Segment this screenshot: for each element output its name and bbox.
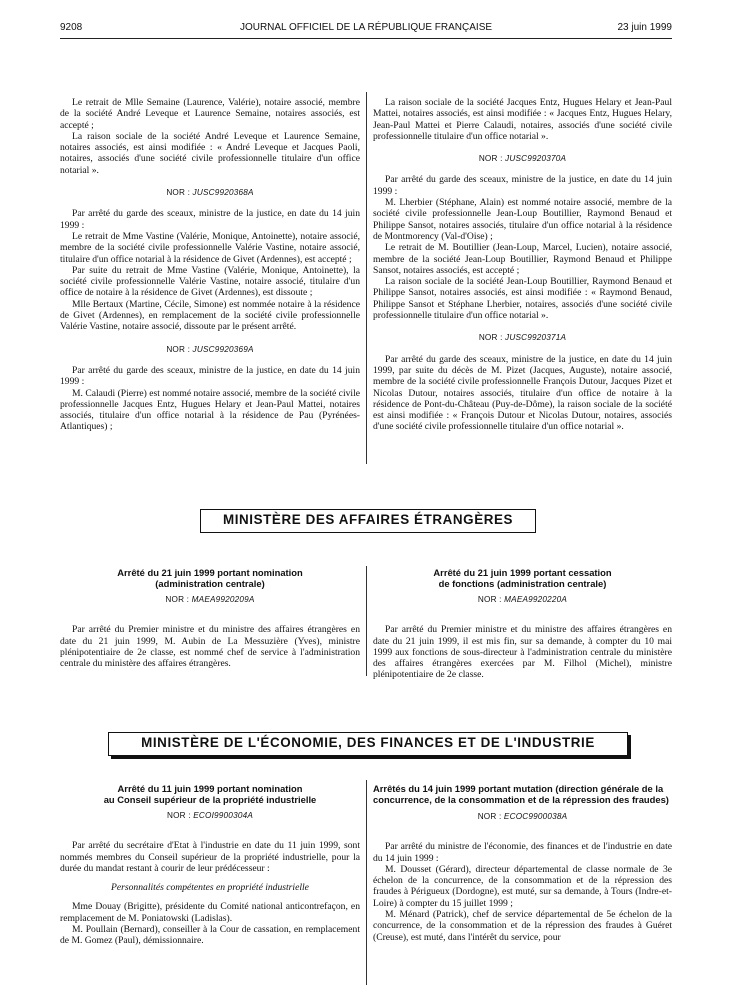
paragraph: Par arrêté du garde des sceaux, ministre de la justice, en date du 14 juin 1999 : [373,174,672,197]
paragraph: M. Poullain (Bernard), conseiller à la Cour de cassation, en remplacement de M. Gomez (Paul), démissionnaire. [60,924,360,947]
nor-reference: NOR : JUSC9920369A [166,344,254,354]
paragraph: La raison sociale de la société Jacques Entz, Hugues Helary et Jean-Paul Mattei, notaires associés, est ainsi modifiée : « Jacques Entz, Hugues Helary, Jean-Paul Mattei et Pierre Calaudi, notaires, associés d'une société civile professionnelle titulaire d'un office notarial ». [373,97,672,142]
paragraph: M. Ménard (Patrick), chef de service départemental de 5e échelon de la concurrence, de la consommation et de la répression des fraudes à Guéret (Creuse), est muté, dans l'intérêt du service, pour [373,909,672,943]
paragraph: M. Lherbier (Stéphane, Alain) est nommé notaire associé, membre de la société civile professionnelle Jean-Loup Boutillier, Raymond Benaud et Philippe Sansot, notaires associés, titulaire d'un office notarial à la résidence de Montmorency (Val-d'Oise) ; [373,197,672,242]
page-number: 9208 [60,22,83,33]
decree-title: Arrêté du 11 juin 1999 portant nomination au Conseil supérieur de la propriété industrielle [103,783,317,805]
decree-title: Arrêté du 21 juin 1999 portant cessation de fonctions (administration centrale) [433,567,612,589]
paragraph: Par arrêté du garde des sceaux, ministre de la justice, en date du 14 juin 1999 : [60,208,360,231]
paragraph: Par arrêté du garde des sceaux, ministre de la justice, en date du 14 juin 1999, par suite du décès de M. Pizet (Jacques, Auguste), notaire associé, membre de la société civile professionnelle François Dutour, Jacques Pizet et Nicolas Dutour, notaires associés, titulaire d'un office de notaire à la résidence de Pont-du-Château (Puy-de-Dôme), la raison sociale de la société est ainsi modifiée : « François Dutour et Nicolas Dutour, notaires, associés d'une société civile professionnelle titulaire d'un office notarial ». [373,353,672,433]
ministry2-right-column [373,784,672,943]
nor-reference: NOR : ECOI9900304A [167,811,253,820]
paragraph: Par arrêté du garde des sceaux, ministre de la justice, en date du 14 juin 1999 : [60,364,360,388]
running-header [60,22,672,36]
nor-reference: NOR : JUSC9920371A [478,333,567,343]
decree-title: Arrêté du 21 juin 1999 portant nomination (administration centrale) [117,567,303,589]
issue-date: 23 juin 1999 [617,22,672,33]
column-divider [366,566,367,676]
nor-reference: NOR : JUSC9920370A [478,154,567,164]
column-divider [366,780,367,985]
paragraph: Par arrêté du Premier ministre et du ministre des affaires étrangères en date du 21 juin 1999, il est mis fin, sur sa demande, à compter du 10 mai 1999 aux fonctions de sous-directeur à l'administration centrale du ministère des affaires étrangères exercées par M. Filhol (Michel), ministre plénipotentiaire de 2e classe. [373,624,672,681]
paragraph: Le retrait de Mlle Semaine (Laurence, Valérie), notaire associé, membre de la société André Leveque et Laurence Semaine, notaires associés, est accepté ; [60,97,360,131]
subsection-heading: Personnalités compétentes en propriété industrielle [111,882,309,894]
paragraph: Par suite du retrait de Mme Vastine (Valérie, Monique, Antoinette), la société civile professionnelle Valérie Vastine, notaire associé, titulaire d'un office de notaire à la résidence de Givet (Ardennes), est dissoute ; [60,264,360,299]
decree-title: Arrêtés du 14 juin 1999 portant mutation (direction générale de la concurrence, de la consommation et de la répression des fraudes) [373,783,669,805]
ministry-heading: MINISTÈRE DE L'ÉCONOMIE, DES FINANCES ET DE L'INDUSTRIE [108,732,628,756]
nor-reference: NOR : MAEA9920209A [165,595,255,604]
paragraph: Mlle Bertaux (Martine, Cécile, Simone) est nommée notaire à la résidence de Givet (Ardennes), en remplacement de la société civile professionnelle Valérie Vastine, notaire associé, dissoute par le présent arrêté. [60,298,360,333]
paragraph: Par arrêté du secrétaire d'Etat à l'industrie en date du 11 juin 1999, sont nommés membres du Conseil supérieur de la propriété industrielle, pour la durée du mandat restant à courir de leur prédécesseur : [60,840,360,874]
nor-reference: NOR : MAEA9920220A [477,595,568,604]
paragraph: M. Dousset (Gérard), directeur départemental de classe normale de 3e échelon de la concurrence, de la consommation et de la répression des fraudes à Périgueux (Dordogne), est muté, sur sa demande, à Tours (Indre-et-Loire) à compter du 15 juillet 1999 ; [373,863,672,909]
ministry-heading: MINISTÈRE DES AFFAIRES ÉTRANGÈRES [200,509,536,533]
paragraph: Le retrait de M. Boutillier (Jean-Loup, Marcel, Lucien), notaire associé, membre de la société Jean-Loup Boutillier, Raymond Benaud et Philippe Sansot, notaires associés, est accepté ; [373,242,672,276]
ministry1-right-column [373,568,672,681]
nor-reference: NOR : JUSC9920368A [166,188,254,198]
paragraph: M. Calaudi (Pierre) est nommé notaire associé, membre de la société civile professionnelle Jacques Entz, Hugues Helary et Jean-Paul Mattei, notaires associés, titulaire d'un office notarial à la résidence de Pau (Pyrénées-Atlantiques) ; [60,387,360,433]
nor-reference: NOR : ECOC9900038A [477,812,568,821]
journal-title: JOURNAL OFFICIEL DE LA RÉPUBLIQUE FRANÇAISE [239,22,493,33]
ministry2-left-column [60,784,360,947]
header-rule [60,38,672,39]
ministry1-left-column [60,568,360,669]
top-left-column [60,97,360,433]
paragraph: Par arrêté du Premier ministre et du ministre des affaires étrangères en date du 21 juin 1999, M. Aubin de La Messuzière (Yves), ministre plénipotentiaire de 2e classe, est nommé chef de service à l'administration centrale du ministère des affaires étrangères. [60,624,360,670]
column-divider [366,92,367,464]
paragraph: Mme Douay (Brigitte), présidente du Comité national anticontrefaçon, en remplacement de M. Poniatowski (Ladislas). [60,901,360,924]
paragraph: Le retrait de Mme Vastine (Valérie, Monique, Antoinette), notaire associé, membre de la société civile professionnelle Valérie Vastine, notaire associé, titulaire d'un office notarial à la résidence de Givet (Ardennes), est accepté ; [60,230,360,265]
paragraph: La raison sociale de la société Jean-Loup Boutillier, Raymond Benaud et Philippe Sansot, notaires associés, est ainsi modifiée : « Raymond Benaud, Philippe Sansot et Stéphane Lherbier, notaires, associés d'une société civile professionnelle titulaire d'un office notarial ». [373,276,672,322]
paragraph: La raison sociale de la société André Leveque et Laurence Semaine, notaires associés, est ainsi modifiée : « André Leveque et Jacques Paoli, notaires, associés d'une société civile professionnelle titulaire d'un office notarial ». [60,130,360,176]
paragraph: Par arrêté du ministre de l'économie, des finances et de l'industrie en date du 14 juin 1999 : [373,841,672,864]
top-right-column [373,97,672,433]
